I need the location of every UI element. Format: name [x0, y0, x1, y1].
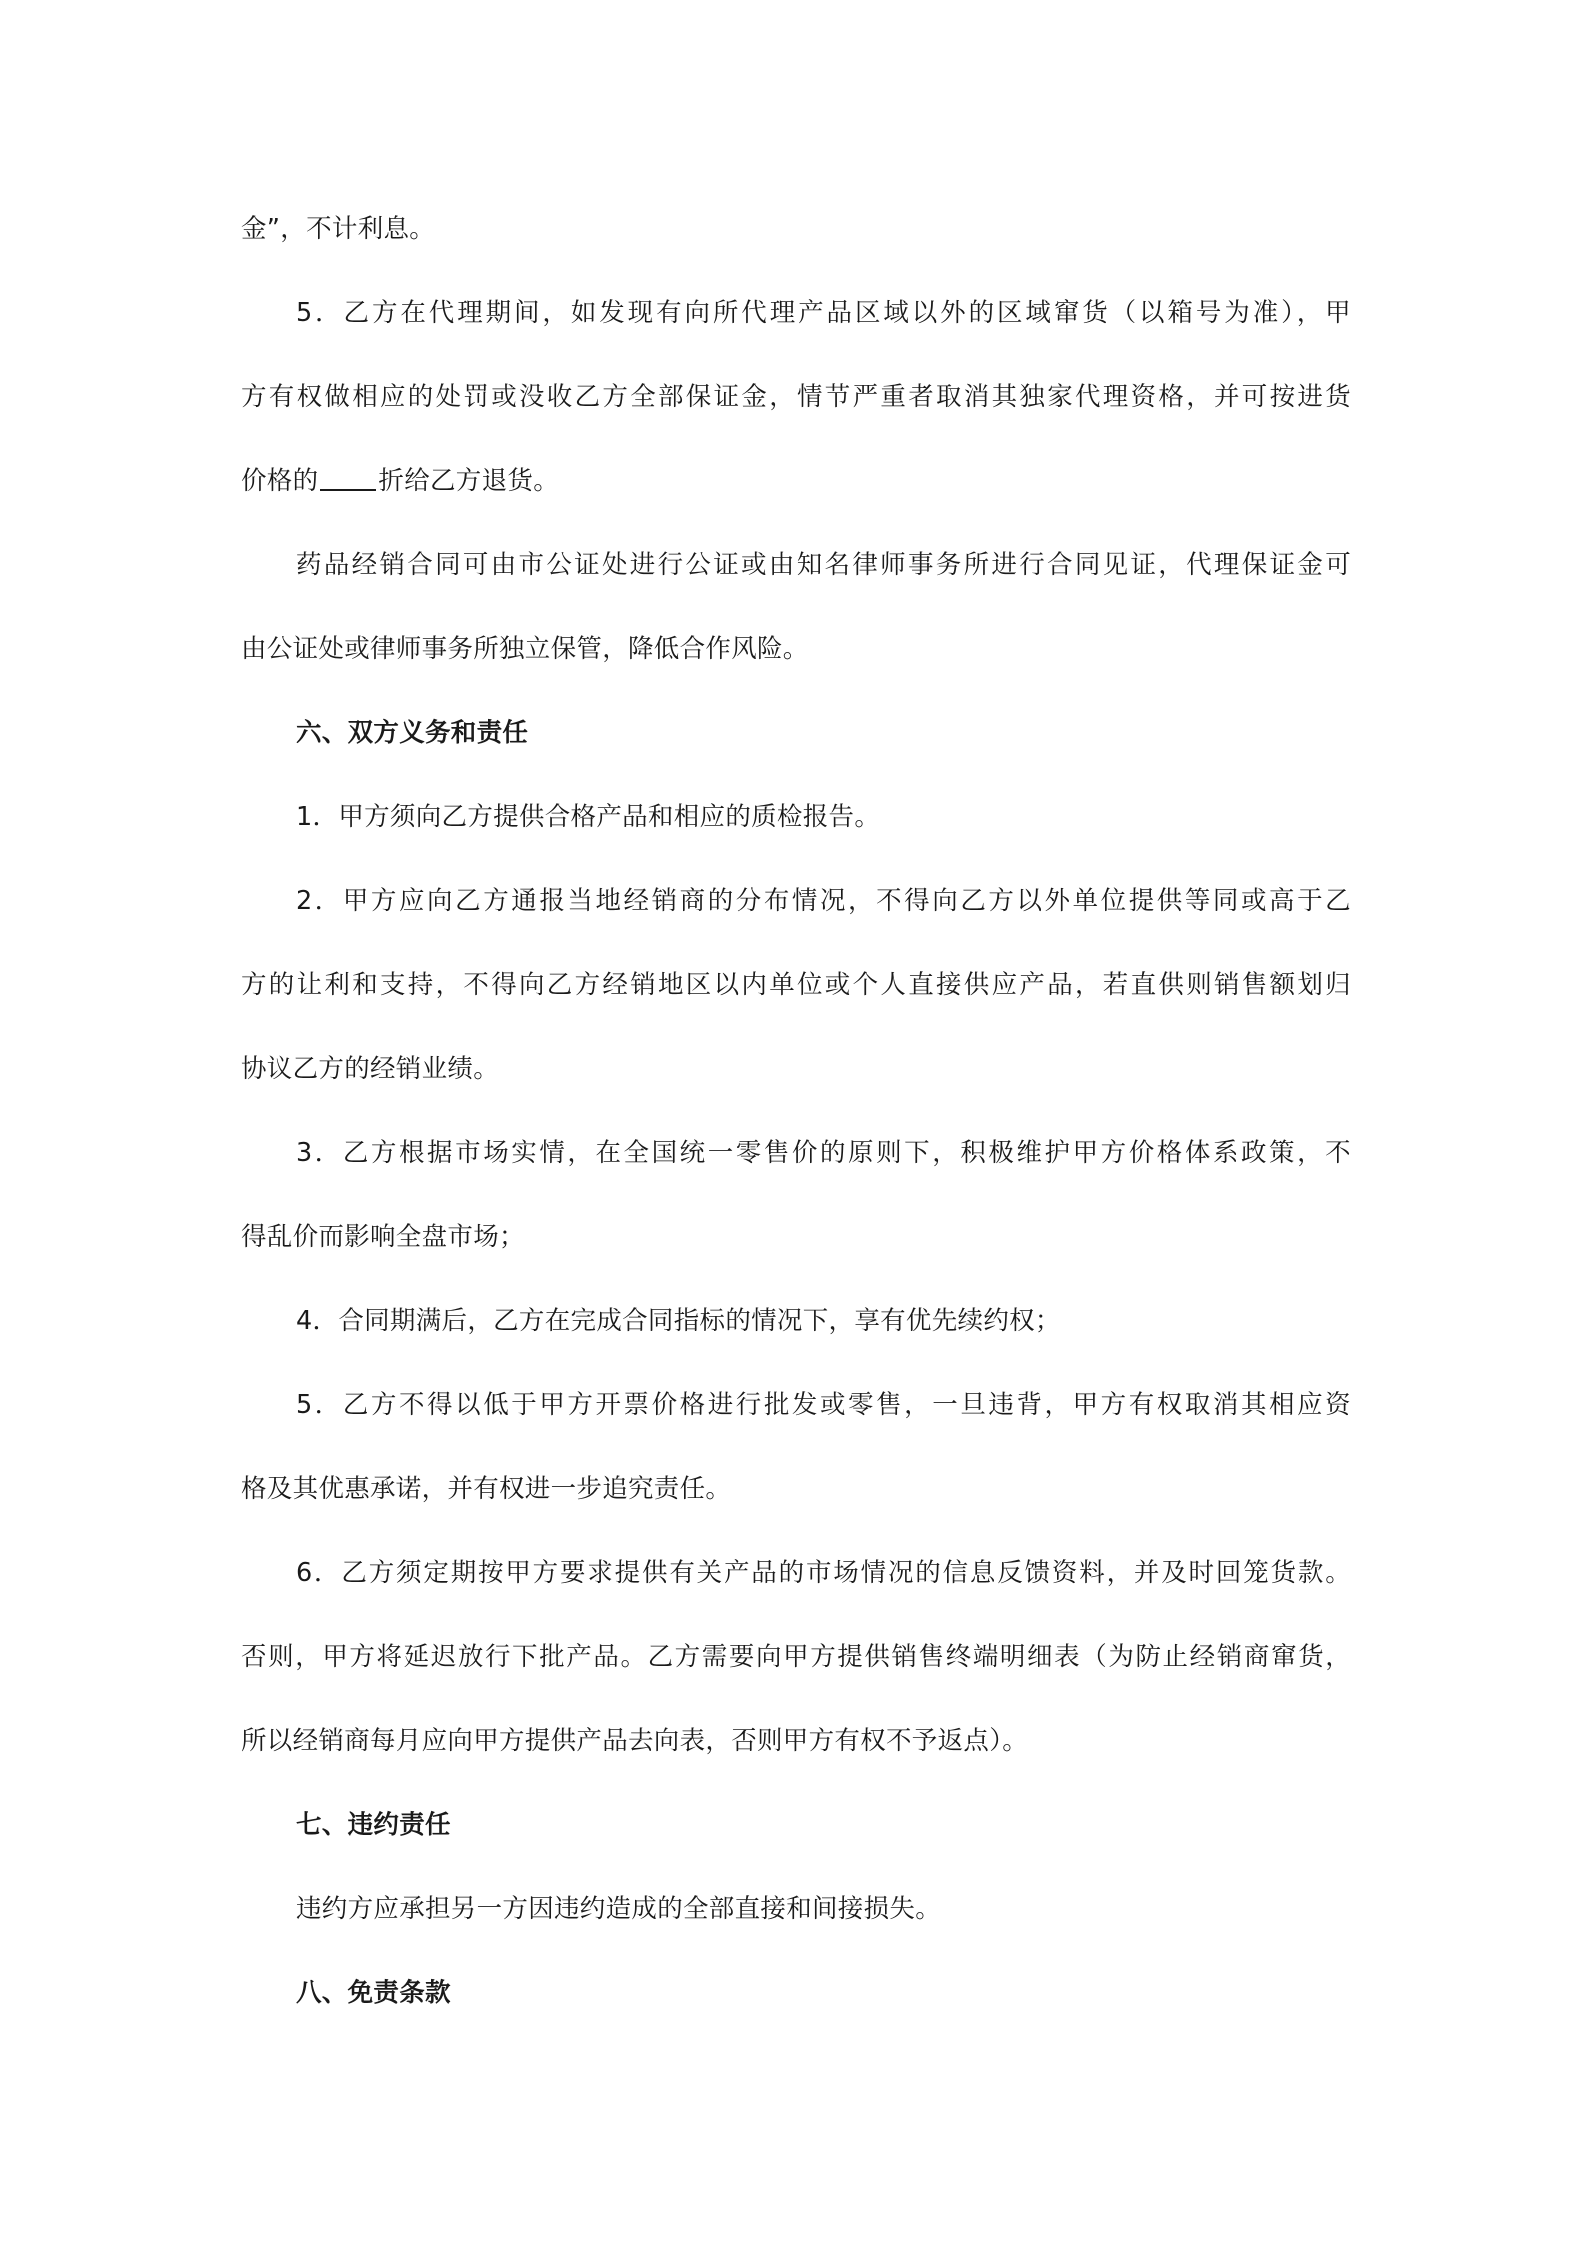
paragraph-line: 协议乙方的经销业绩。	[241, 1054, 500, 1084]
paragraph-line: 4．合同期满后，乙方在完成合同指标的情况下，享有优先续约权；	[296, 1306, 1061, 1336]
paragraph-text: 折给乙方退货。	[378, 466, 560, 496]
fill-in-blank[interactable]	[320, 465, 376, 491]
paragraph-line: 5．乙方不得以低于甲方开票价格进行批发或零售，一旦违背，甲方有权取消其相应资	[296, 1390, 1351, 1420]
paragraph-line: 所以经销商每月应向甲方提供产品去向表，否则甲方有权不予返点）。	[241, 1726, 1029, 1756]
paragraph-line: 金”，不计利息。	[241, 214, 436, 244]
paragraph-line: 格及其优惠承诺，并有权进一步追究责任。	[241, 1474, 732, 1504]
paragraph-line: 由公证处或律师事务所独立保管，降低合作风险。	[241, 634, 809, 664]
paragraph-text: 价格的	[241, 466, 319, 496]
paragraph-line: 方的让利和支持，不得向乙方经销地区以内单位或个人直接供应产品，若直供则销售额划归	[241, 970, 1351, 1000]
paragraph-line: 6．乙方须定期按甲方要求提供有关产品的市场情况的信息反馈资料，并及时回笼货款。	[296, 1558, 1351, 1588]
paragraph-line: 得乱价而影响全盘市场；	[241, 1222, 525, 1252]
paragraph-line: 3．乙方根据市场实情，在全国统一零售价的原则下，积极维护甲方价格体系政策，不	[296, 1138, 1351, 1168]
paragraph-line: 方有权做相应的处罚或没收乙方全部保证金，情节严重者取消其独家代理资格，并可按进货	[241, 382, 1351, 412]
paragraph-line: 药品经销合同可由市公证处进行公证或由知名律师事务所进行合同见证，代理保证金可	[296, 550, 1351, 580]
section-heading: 八、免责条款	[296, 1978, 451, 2008]
paragraph-line: 否则，甲方将延迟放行下批产品。乙方需要向甲方提供销售终端明细表（为防止经销商窜货，	[241, 1642, 1351, 1672]
paragraph-line: 2．甲方应向乙方通报当地经销商的分布情况，不得向乙方以外单位提供等同或高于乙	[296, 886, 1351, 916]
paragraph-line: 5．乙方在代理期间，如发现有向所代理产品区域以外的区域窜货（以箱号为准），甲	[296, 298, 1351, 328]
paragraph-line: 违约方应承担另一方因违约造成的全部直接和间接损失。	[296, 1894, 942, 1924]
section-heading: 六、双方义务和责任	[296, 718, 529, 748]
paragraph-line	[241, 461, 1351, 501]
section-heading: 七、违约责任	[296, 1810, 451, 1840]
paragraph-line: 1．甲方须向乙方提供合格产品和相应的质检报告。	[296, 802, 881, 832]
